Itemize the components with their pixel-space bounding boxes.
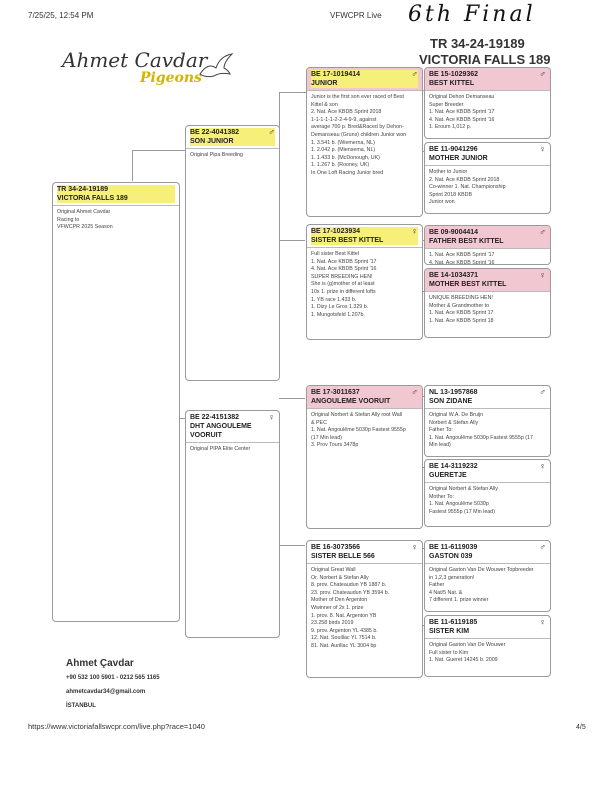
- bird-name: MOTHER JUNIOR: [429, 155, 488, 162]
- detail-line: UNIQUE BREEDING HEN!: [429, 295, 493, 301]
- pedigree-card-sds: [424, 225, 551, 265]
- pedigree-card-sss: [424, 67, 551, 139]
- page-number: 4/5: [576, 724, 586, 731]
- detail-line: VFWCPR 2025 Season: [57, 224, 113, 231]
- detail-line: Full sister to Kim: [429, 649, 469, 656]
- card-details: [425, 639, 550, 668]
- owner-phone: +90 532 100 5901 - 0212 565 1165: [66, 675, 160, 681]
- detail-line: Demanseau (Gruns) children Junior won: [311, 131, 407, 138]
- pedigree-card-ddd: [424, 615, 551, 677]
- card-header: [425, 226, 550, 249]
- detail-line: 4. Nat. Ace KBDB Sprint '16: [311, 266, 377, 273]
- card-header: [307, 68, 422, 91]
- detail-line: Super Breeder: [429, 101, 464, 108]
- male-icon: ♂: [411, 69, 418, 79]
- connector-line: [279, 545, 305, 547]
- bird-name: DHT ANGOULEME VOORUIT: [190, 423, 252, 439]
- detail-line: (17 Min lead): [311, 434, 342, 441]
- detail-line: Norbert & Stefan Ally: [429, 419, 479, 426]
- detail-line: 1. 3.541 b. (Wiemerna, NL): [311, 139, 375, 146]
- card-details: [425, 91, 550, 135]
- card-header: [53, 183, 179, 206]
- female-icon: ♀: [411, 542, 418, 552]
- card-details: [53, 206, 179, 235]
- detail-line: Co-winner 1. Nat. Championship: [429, 184, 506, 191]
- detail-line: 1. YB race 1.433 b.: [311, 296, 357, 303]
- detail-line: Original W.A. De Bruijn: [429, 412, 484, 418]
- detail-line: 1. Dizy Le Gros 1.329 b.: [311, 304, 369, 311]
- detail-line: 3. Prov Tours 3478p: [311, 442, 359, 449]
- detail-line: 23.258 birds 2019: [311, 620, 354, 627]
- detail-line: 10x 1. prize in different lofts: [311, 288, 376, 295]
- detail-line: Full sister Best Kittel: [311, 251, 359, 257]
- detail-line: Min lead): [429, 442, 451, 449]
- connector-line: [279, 398, 305, 400]
- ring-number: BE 14-3119232: [429, 463, 478, 470]
- detail-line: 1. Nat. Ace KBDB Sprint 18: [429, 317, 494, 324]
- card-header: [307, 225, 422, 248]
- detail-line: 1. 2.042 p. (Miensema, NL): [311, 147, 376, 154]
- pedigree-ring-number: TR 34-24-19189: [430, 36, 525, 51]
- card-details: [425, 166, 550, 210]
- card-details: [425, 292, 550, 328]
- detail-line: Original Gaston Van De Wouwer: [429, 642, 506, 648]
- ring-number: BE 11-9041296: [429, 146, 478, 153]
- card-header: [425, 269, 550, 292]
- ring-number: BE 17-1023934: [311, 227, 418, 236]
- bird-name: SON ZIDANE: [429, 398, 473, 405]
- pedigree-card-dds: [424, 540, 551, 612]
- card-header: [307, 386, 422, 409]
- card-details: [425, 409, 550, 453]
- detail-line: Racing to: [57, 216, 80, 223]
- bird-name: SON JUNIOR: [190, 137, 275, 146]
- card-details: [307, 564, 422, 654]
- detail-line: She is (g)mother of at least: [311, 281, 375, 288]
- detail-line: 1. Mungotsfeld 1.207b.: [311, 311, 365, 318]
- ring-number: BE 15-1029362: [429, 71, 479, 78]
- pedigree-card-dss: [424, 385, 551, 457]
- detail-line: 1. Eroum 1,012 p.: [429, 124, 472, 131]
- male-icon: ♂: [411, 387, 418, 397]
- ring-number: BE 17-1019414: [311, 70, 418, 79]
- bird-name: SISTER KIM: [429, 628, 470, 635]
- detail-line: Original PIPA Elite Center: [190, 446, 251, 452]
- detail-line: in 1,2,3 generation!: [429, 574, 475, 581]
- bird-name: SISTER BELLE 566: [311, 553, 375, 560]
- male-icon: ♂: [539, 227, 546, 237]
- detail-line: 1-1-1-1-1-2-2-4-9-9, against: [311, 116, 377, 123]
- bird-name: FATHER BEST KITTEL: [429, 238, 504, 245]
- card-details: [186, 149, 279, 163]
- card-details: [186, 443, 279, 457]
- ring-number: BE 09-9004414: [429, 229, 479, 236]
- detail-line: 7 different 1. prize winner: [429, 597, 489, 604]
- male-icon: ♂: [539, 69, 546, 79]
- detail-line: 1. 1.267 b. (Rooney, UK): [311, 162, 370, 169]
- bird-name: ANGOULEME VOORUIT: [311, 398, 391, 405]
- detail-line: 2. Nat. Ace KBDB Sprint 2018: [429, 176, 500, 183]
- detail-line: 81. Nat. Aurillac YL 3004 bp: [311, 642, 377, 649]
- detail-line: Junior is the first son ever raced of Best: [311, 94, 405, 100]
- logo-subtitle: Pigeons: [140, 70, 202, 86]
- detail-line: Mother to Junior: [429, 169, 468, 175]
- pedigree-card-sire-dam: [306, 224, 423, 340]
- pedigree-bird-name: VICTORIA FALLS 189: [419, 52, 551, 67]
- female-icon: ♀: [539, 270, 546, 280]
- detail-line: Original Great Wall: [311, 567, 356, 573]
- owner-email: ahmetcavdar34@gmail.com: [66, 689, 146, 695]
- detail-line: average 700 p. Bred&Raced by Dehon-: [311, 124, 404, 131]
- detail-line: 1. Nat. Angoulême 5030p Fastest 9555p: [311, 427, 406, 434]
- bird-name: SISTER BEST KITTEL: [311, 236, 418, 245]
- detail-line: Mother To:: [429, 493, 454, 500]
- detail-line: Junior won: [429, 199, 455, 206]
- ring-number: BE 11-6119039: [429, 544, 478, 551]
- detail-line: In One Loft Racing Junior bred: [311, 169, 384, 176]
- ring-number: BE 14-1034371: [429, 272, 479, 279]
- female-icon: ♀: [539, 144, 546, 154]
- owner-name: Ahmet Çavdar: [66, 658, 134, 669]
- pedigree-card-dam: [185, 410, 280, 638]
- card-details: [425, 249, 550, 265]
- ring-number: BE 22-4151382: [190, 414, 240, 421]
- pedigree-card-sire: [185, 125, 280, 381]
- bird-name: VICTORIA FALLS 189: [57, 194, 175, 203]
- detail-line: Father To:: [429, 427, 453, 434]
- bird-name: JUNIOR: [311, 79, 418, 88]
- female-icon: ♀: [539, 461, 546, 471]
- male-icon: ♂: [268, 127, 275, 137]
- detail-line: Original Dehon Demanseau: [429, 94, 495, 100]
- card-header: [186, 126, 279, 149]
- pedigree-card-subject: [52, 182, 180, 622]
- ring-number: BE 16-3073566: [311, 544, 361, 551]
- pedigree-card-ssd: [424, 142, 551, 214]
- detail-line: 4 Nat/5 Nat. &: [429, 589, 463, 596]
- detail-line: 1. Nat. Ace KBDB Sprint '17: [429, 109, 495, 116]
- detail-line: Original Gaston Van De Wouwer Topbreeder: [429, 567, 534, 573]
- detail-line: 1. Nat. Ace KBDB Sprint 17: [429, 310, 494, 317]
- female-icon: ♀: [411, 226, 418, 236]
- pedigree-card-dsd: [424, 459, 551, 527]
- detail-line: Father: [429, 582, 445, 589]
- ring-number: NL 13-1957868: [429, 389, 478, 396]
- card-header: [425, 68, 550, 91]
- detail-line: Mother of Den Argenton: [311, 597, 368, 604]
- detail-line: Sprint 2018 KBDB: [429, 191, 472, 198]
- detail-line: 8. prov. Chateaudun YB 1887 b.: [311, 582, 387, 589]
- ring-number: BE 17-3011637: [311, 389, 360, 396]
- bird-name: GUERETJE: [429, 472, 467, 479]
- detail-line: Original Norbert & Stefan Ally: [429, 486, 498, 492]
- pedigree-card-sire-sire: [306, 67, 423, 217]
- ring-number: BE 11-6119185: [429, 619, 478, 626]
- detail-line: 1. Nat. Angoulême 5030p: [429, 501, 489, 508]
- card-header: [186, 411, 279, 443]
- detail-line: 4. Nat. Ace KBDB Sprint '16: [429, 259, 495, 265]
- card-header: [425, 386, 550, 409]
- detail-line: Fastest 9555p (17 Min lead): [429, 508, 495, 515]
- detail-line: Original Pipa Breeding: [190, 152, 243, 158]
- connector-line: [132, 150, 187, 181]
- detail-line: 2. Nat. Ace KBDB Sprint 2018: [311, 109, 382, 116]
- logo-name: Ahmet Cavdar: [62, 48, 208, 72]
- page-url[interactable]: https://www.victoriafallswcpr.com/live.php?race=1040: [28, 722, 205, 731]
- female-icon: ♀: [539, 617, 546, 627]
- pedigree-card-sdd: [424, 268, 551, 338]
- card-header: [425, 541, 550, 564]
- card-details: [425, 564, 550, 608]
- detail-line: 4. Nat. Ace KBDB Sprint '16: [429, 116, 495, 123]
- detail-line: Or. Norbert & Stefan Ally: [311, 574, 369, 581]
- dove-logo-icon: [198, 52, 234, 80]
- ring-number: TR 34-24-19189: [57, 185, 175, 194]
- detail-line: 1. Nat. Angoulême 5030p Fastest 9555p (17: [429, 434, 533, 441]
- detail-line: Mother & Grandmother to: [429, 302, 490, 309]
- owner-city: İSTANBUL: [66, 703, 96, 709]
- card-header: [425, 616, 550, 639]
- detail-line: 9. prov. Argenton YL 4385 b.: [311, 627, 378, 634]
- ring-number: BE 22-4041382: [190, 128, 275, 137]
- card-details: [307, 248, 422, 322]
- pedigree-card-dam-dam: [306, 540, 423, 678]
- card-details: [307, 409, 422, 453]
- bird-name: BEST KITTEL: [429, 80, 475, 87]
- detail-line: 1. Nat. Ace KBDB Sprint '17: [429, 252, 495, 258]
- detail-line: 23. prov. Chateaudun YB 3594 b.: [311, 589, 390, 596]
- detail-line: Original Ahmet Cavdar: [57, 209, 111, 215]
- connector-line: [279, 230, 305, 241]
- bird-name: MOTHER BEST KITTEL: [429, 281, 507, 288]
- detail-line: Original Norbert & Stefan Ally root Wall: [311, 412, 403, 418]
- male-icon: ♂: [539, 387, 546, 397]
- card-details: [307, 91, 422, 181]
- connector-line: [279, 92, 306, 133]
- page-tag: VFWCPR Live: [330, 11, 382, 20]
- male-icon: ♂: [539, 542, 546, 552]
- detail-line: Kittel & son: [311, 101, 338, 108]
- card-header: [425, 460, 550, 483]
- detail-line: 1. Nat. Gueret 14245 b. 2009: [429, 657, 498, 664]
- female-icon: ♀: [268, 412, 275, 422]
- card-header: [425, 143, 550, 166]
- detail-line: SUPER BREEDING HEN!: [311, 273, 373, 280]
- detail-line: 1. Nat. Ace KBDB Sprint '17: [311, 258, 377, 265]
- print-datetime: 7/25/25, 12:54 PM: [28, 11, 94, 20]
- detail-line: 1. 1.433 b. (McDonough, UK): [311, 154, 380, 161]
- card-details: [425, 483, 550, 519]
- pedigree-card-dam-sire: [306, 385, 423, 529]
- detail-line: 12. Nat. Souillac YL 7514 b.: [311, 635, 377, 642]
- detail-line: Wwinner of 2x 1. prize: [311, 604, 364, 611]
- detail-line: & PEC: [311, 419, 327, 426]
- card-header: [307, 541, 422, 564]
- bird-name: GASTON 039: [429, 553, 473, 560]
- handwritten-note: 6th Final: [408, 2, 536, 27]
- detail-line: 1. prov. 8. Nat. Argenton YB: [311, 612, 377, 619]
